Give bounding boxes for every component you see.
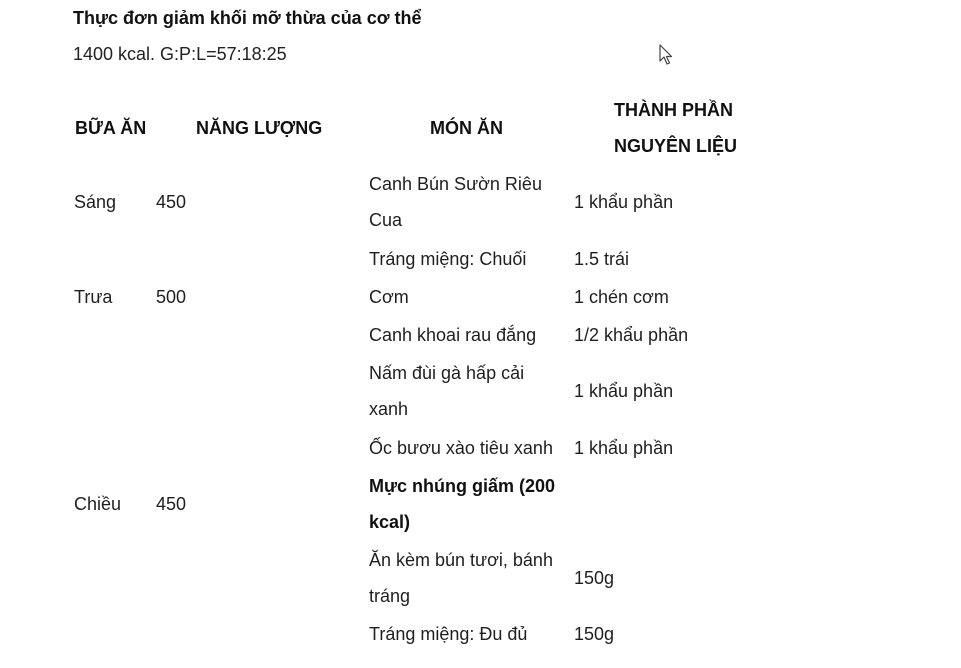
dish-name: Ăn kèm bún tươi, bánh <box>369 550 553 570</box>
dish-name-cont: xanh <box>369 399 409 419</box>
calorie-ratio-text: 1400 kcal. G:P:L=57:18:25 <box>73 44 287 64</box>
dish-amount: 1.5 trái <box>574 249 630 269</box>
dish-amount: 1/2 khẩu phần <box>574 325 689 345</box>
header-ingredients-line1: THÀNH PHẦN <box>614 100 733 120</box>
header-ingredients-line2: NGUYÊN LIỆU <box>614 136 738 156</box>
dish-amount: 150g <box>574 568 615 588</box>
header-energy: NĂNG LƯỢNG <box>196 118 323 138</box>
dish-amount: 150g <box>574 624 615 644</box>
header-dish: MÓN ĂN <box>430 118 503 138</box>
dish-name: Canh khoai rau đắng <box>369 325 537 345</box>
meal-energy-lunch: 500 <box>156 287 187 307</box>
meal-name-lunch: Trưa <box>74 287 113 307</box>
dish-name: Tráng miệng: Đu đủ <box>369 624 528 644</box>
dish-name: Cơm <box>369 287 409 307</box>
dish-name-cont: tráng <box>369 586 411 606</box>
meal-name-afternoon: Chiều <box>74 494 122 514</box>
dish-amount: 1 khẩu phần <box>574 381 674 401</box>
dish-amount: 1 chén cơm <box>574 287 669 307</box>
dish-name: Ốc bươu xào tiêu xanh <box>369 438 553 458</box>
header-meal: BỮA ĂN <box>75 118 147 138</box>
dish-amount: 1 khẩu phần <box>574 438 674 458</box>
meal-energy-breakfast: 450 <box>156 192 187 212</box>
dish-name-cont: Cua <box>369 210 403 230</box>
page-title: Thực đơn giảm khối mỡ thừa của cơ thể <box>73 8 422 28</box>
dish-name: Canh Bún Sườn Riêu <box>369 174 542 194</box>
dish-name: Nấm đùi gà hấp cải <box>369 363 525 383</box>
dish-name: Mực nhúng giấm (200 <box>369 476 556 496</box>
meal-name-breakfast: Sáng <box>74 192 117 212</box>
dish-name: Tráng miệng: Chuối <box>369 249 527 269</box>
dish-name-cont: kcal) <box>369 512 411 532</box>
mouse-cursor-icon <box>659 44 673 66</box>
meal-energy-afternoon: 450 <box>156 494 187 514</box>
dish-amount: 1 khẩu phần <box>574 192 674 212</box>
